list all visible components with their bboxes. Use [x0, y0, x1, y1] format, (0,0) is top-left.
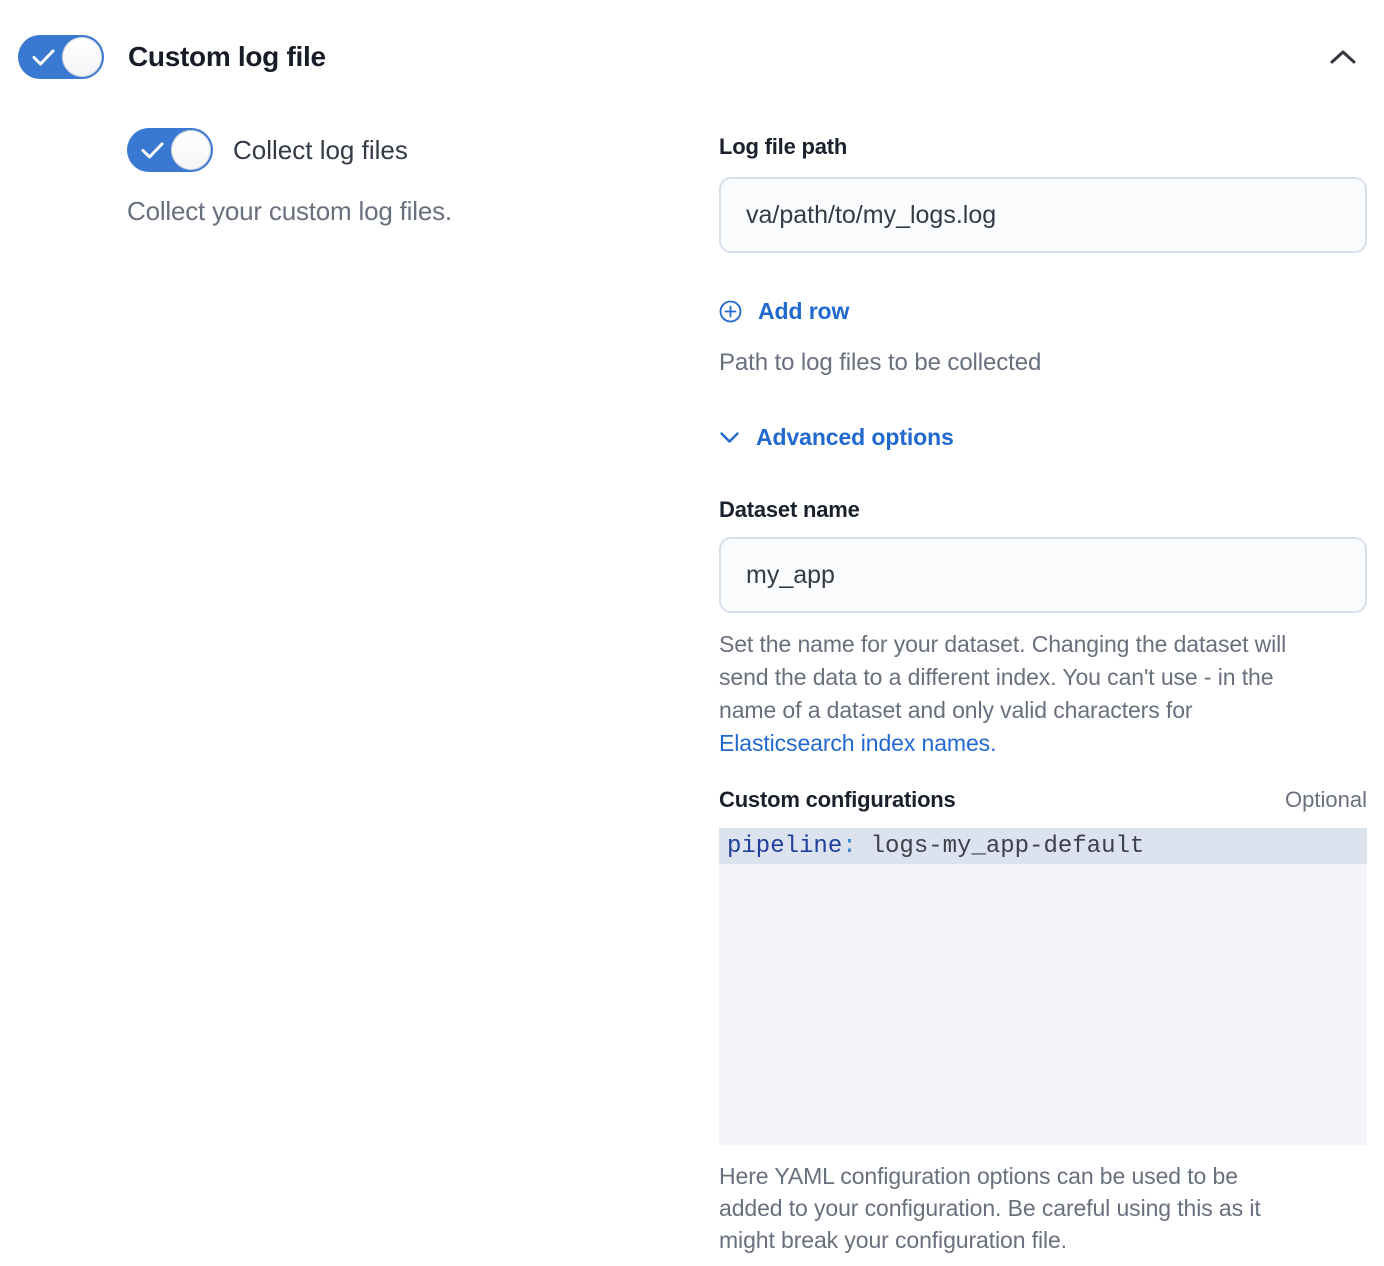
help-line: name of a dataset and only valid characters for [719, 697, 1193, 723]
help-line: might break your configuration file. [719, 1227, 1067, 1253]
collect-log-files-label: Collect log files [233, 134, 408, 165]
panel-header [18, 33, 1367, 81]
help-line: send the data to a different index. You can't use - in the [719, 664, 1274, 690]
code-key: pipeline [727, 832, 843, 860]
yaml-config-editor[interactable] [719, 828, 1367, 1145]
chevron-up-icon [1329, 49, 1357, 65]
help-line: added to your configuration. Be careful using this as it [719, 1195, 1261, 1221]
custom-configurations-help [719, 1160, 1367, 1256]
collapse-button[interactable] [1319, 33, 1367, 81]
add-row-label: Add row [758, 298, 850, 324]
elasticsearch-index-names-link[interactable]: Elasticsearch index names. [719, 730, 997, 756]
collect-log-files-toggle[interactable] [127, 128, 213, 172]
dataset-name-help [719, 628, 1367, 760]
code-line [719, 828, 1367, 864]
panel-title: Custom log file [128, 41, 326, 72]
help-line: Here YAML configuration options can be used to be [719, 1163, 1238, 1189]
custom-log-file-toggle[interactable] [18, 35, 104, 79]
collect-log-files-row [127, 128, 719, 172]
dataset-name-input[interactable] [719, 537, 1367, 613]
toggle-knob [62, 37, 102, 77]
right-column [719, 128, 1367, 1256]
optional-badge: Optional [1285, 787, 1367, 812]
check-icon [32, 49, 55, 66]
advanced-options-button[interactable] [719, 424, 954, 451]
panel-content [18, 128, 1367, 1256]
code-colon: : [842, 832, 857, 860]
stream-description: Collect your custom log files. [127, 196, 452, 226]
help-line: Set the name for your dataset. Changing the dataset will [719, 631, 1287, 657]
dataset-name-label: Dataset name [719, 497, 860, 522]
panel-header-left [18, 35, 326, 79]
custom-configurations-header [719, 787, 1367, 813]
help-line [719, 727, 1367, 760]
add-row-button[interactable] [719, 298, 849, 325]
check-icon [141, 142, 164, 159]
custom-configurations-label: Custom configurations [719, 787, 956, 812]
left-column [18, 128, 719, 1256]
log-file-path-input[interactable] [719, 177, 1367, 253]
log-file-path-help: Path to log files to be collected [719, 349, 1042, 376]
plus-in-circle-icon [719, 300, 742, 323]
advanced-options-label: Advanced options [756, 424, 954, 450]
chevron-down-icon [719, 431, 740, 444]
code-value: logs-my_app-default [870, 832, 1145, 860]
log-file-path-label: Log file path [719, 134, 848, 159]
toggle-knob [171, 130, 211, 170]
